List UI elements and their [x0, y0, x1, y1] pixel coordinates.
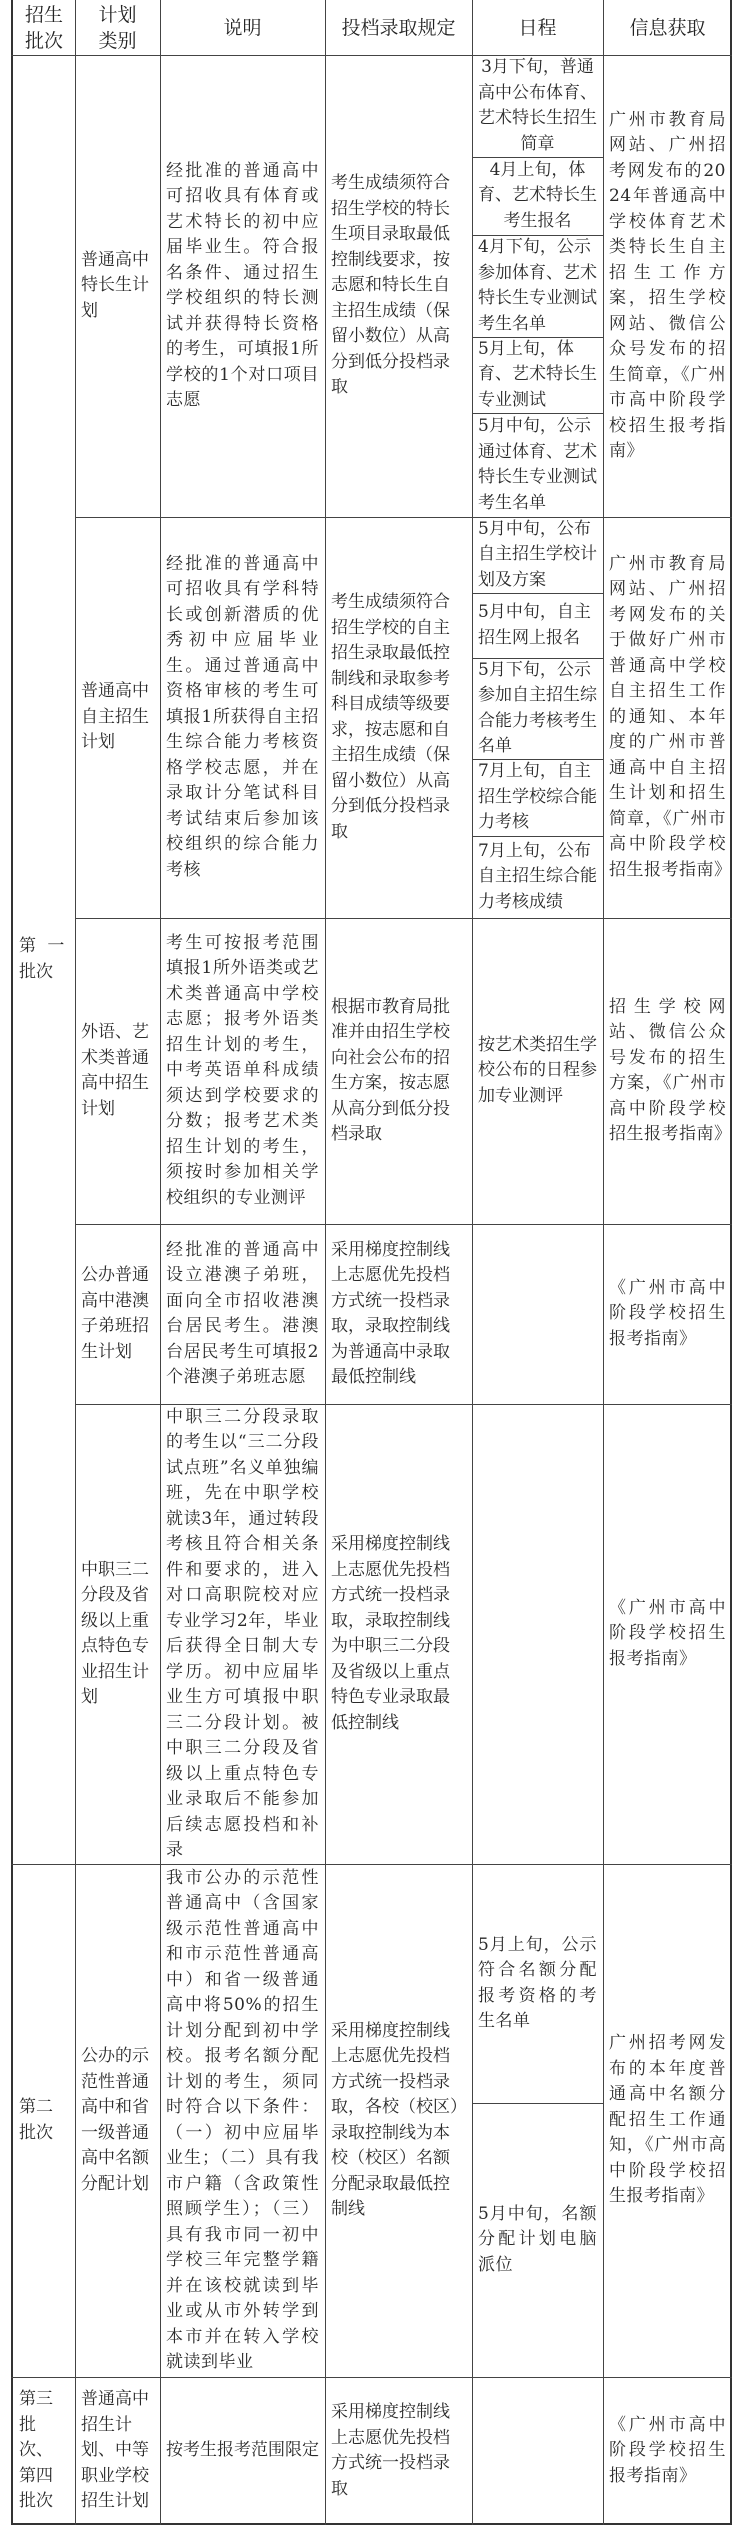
schedule-item: 7月上旬，公布自主招生综合能力考核成绩	[478, 840, 597, 912]
category-cell: 普通高中自主招生计划	[81, 681, 149, 753]
schedule-item: 3月下旬，普通高中公布体育、艺术特长生招生简章	[478, 57, 597, 154]
header-category: 计划 类别	[98, 3, 137, 52]
schedule-empty	[472, 1404, 603, 1864]
description-cell: 按考生报考范围限定	[166, 2440, 319, 2461]
admission-rule-cell: 考生成绩须符合招生学校的特长生项目录取最低控制线要求，按志愿和特长生自主招生成绩（保留小数位）从高分到低分投档录取	[331, 173, 450, 398]
category-cell: 公办的示范性普通高中和省一级普通高中名额分配计划	[81, 2046, 149, 2194]
batch-label-second: 第二 批次	[19, 2097, 53, 2143]
schedule-empty	[472, 1224, 603, 1404]
admission-rule-cell: 采用梯度控制线上志愿优先投档方式统一投档录取，各校（校区）录取控制线为本校（校区）名额分配录取最低控制线	[331, 2020, 459, 2219]
admission-rule-cell: 考生成绩须符合招生学校的自主招生录取最低控制线和录取参考科目成绩等级要求，按志愿和自主招生成绩（保留小数位）从高分到低分投档录取	[331, 592, 450, 842]
description-cell: 经批准的普通高中设立港澳子弟班，面向全市招收港澳台居民考生。港澳台居民考生可填报2个港澳子弟班志愿	[166, 1239, 319, 1387]
admission-rule-cell: 采用梯度控制线上志愿优先投档方式统一投档录取	[331, 2402, 450, 2499]
schedule-item: 7月上旬，自主招生学校综合能力考核	[478, 761, 597, 833]
schedule-item: 5月上旬，公示符合名额分配报考资格的考生名单	[478, 1934, 597, 2031]
schedule-item: 4月上旬，体育、艺术特长生考生报名	[478, 159, 597, 231]
category-cell: 普通高中招生计划、中等职业学校招生计划	[81, 2389, 149, 2512]
description-cell: 我市公办的示范性普通高中（含国家级示范性普通高中和市示范性普通高中）和省一级普通高中将50%的招生计划分配到初中学校。报考名额分配计划的考生，须同时符合以下条件：（一）初中应届毕业生；（二）具有我市户籍（含政策性照顾学生）；（三）具有我市同一初中学校三年完整学籍并在该校就读到毕业或从市外转学到本市并在转入学校就读到毕业	[166, 1867, 319, 2372]
admission-rule-cell: 采用梯度控制线上志愿优先投档方式统一投档录取，录取控制线为中职三二分段及省级以上重点特色专业录取最低控制线	[331, 1534, 450, 1733]
header-info-source: 信息获取	[629, 16, 706, 39]
schedule-item: 5月中旬，自主招生网上报名	[478, 602, 591, 648]
info-source-cell: 广州市教育局网站、广州招考网发布的关于做好广州市普通高中学校自主招生工作的通知、本年度的广州市普通高中自主招生计划和招生简章，《广州市高中阶段学校招生报考指南》	[609, 553, 732, 880]
header-description: 说明	[223, 16, 262, 39]
schedule-item: 5月中旬，公布自主招生学校计划及方案	[478, 518, 597, 590]
description-cell: 考生可按报考范围填报1所外语类或艺术类普通高中学校志愿；报考外语类招生计划的考生，中考英语单科成绩须达到学校要求的分数；报考艺术类招生计划的考生，须按时参加相关学校组织的专业测评	[166, 932, 319, 1208]
header-admission-rule: 投档录取规定	[341, 16, 456, 39]
category-cell: 外语、艺术类普通高中招生计划	[81, 1022, 149, 1119]
schedule-item: 按艺术类招生学校公布的日程参加专业测评	[478, 1034, 597, 1106]
schedule-item: 5月中旬，公示通过体育、艺术特长生专业测试考生名单	[478, 416, 597, 513]
info-source-cell: 招生学校网站、微信公众号发布的招生方案，《广州市高中阶段学校招生报考指南》	[609, 996, 732, 1144]
category-cell: 中职三二分段及省级以上重点特色专业招生计划	[81, 1559, 149, 1707]
info-source-cell: 《广州市高中阶段学校招生报考指南》	[609, 2414, 726, 2486]
schedule-item: 5月上旬，体育、艺术特长生专业测试	[478, 338, 597, 410]
batch-label-first: 第 一 批次	[19, 936, 65, 982]
description-cell: 经批准的普通高中可招收具有学科特长或创新潜质的优秀初中应届毕业生。通过普通高中资格审核的考生可填报1所获得自主招生综合能力考核资格学校志愿，并在录取计分笔试科目考试结束后参加该校组织的综合能力考核	[166, 553, 319, 880]
info-source-cell: 广州招考网发布的本年度普通高中名额分配招生工作通知，《广州市高中阶段学校招生报考指南》	[609, 2033, 726, 2207]
info-source-cell: 广州市教育局网站、广州招考网发布的2024年普通高中学校体育艺术类特长生自主招生工作方案，招生学校网站、微信公众号发布的招生简章，《广州市高中阶段学校招生报考指南》	[609, 109, 726, 461]
category-cell: 公办普通高中港澳子弟班招生计划	[81, 1265, 149, 1362]
header-schedule: 日程	[518, 16, 557, 39]
description-cell: 经批准的普通高中可招收具有体育或艺术特长的初中应届毕业生。符合报名条件、通过招生学校组织的特长测试并获得特长资格的考生，可填报1所学校的1个对口项目志愿	[166, 160, 319, 410]
schedule-empty	[472, 2377, 603, 2525]
schedule-item: 5月中旬，名额分配计划电脑派位	[478, 2203, 597, 2275]
schedule-item: 5月下旬，公示参加自主招生综合能力考核考生名单	[478, 659, 597, 756]
info-source-cell: 《广州市高中阶段学校招生报考指南》	[609, 1277, 726, 1349]
category-cell: 普通高中特长生计划	[81, 249, 149, 321]
schedule-item: 4月下旬，公示参加体育、艺术特长生专业测试考生名单	[478, 237, 597, 334]
header-batch: 招生 批次	[24, 3, 63, 52]
admission-rule-cell: 采用梯度控制线上志愿优先投档方式统一投档录取，录取控制线为普通高中录取最低控制线	[331, 1239, 450, 1387]
info-source-cell: 《广州市高中阶段学校招生报考指南》	[609, 1597, 726, 1669]
admission-rule-cell: 根据市教育局批准并由招生学校向社会公布的招生方案，按志愿从高分到低分投档录取	[331, 996, 450, 1144]
description-cell: 中职三二分段录取的考生以“三二分段试点班”名义单独编班，先在中职学校就读3年，通过转段考核且符合相关条件和要求的，进入对口高职院校对应专业学习2年，毕业后获得全日制大专学历。初中应届毕业生方可填报中职三二分段计划。被中职三二分段及省级以上重点特色专业录取后不能参加后续志愿投档和补录	[166, 1406, 319, 1860]
batch-label-third-fourth: 第三 批次、 第四 批次	[19, 2389, 53, 2512]
